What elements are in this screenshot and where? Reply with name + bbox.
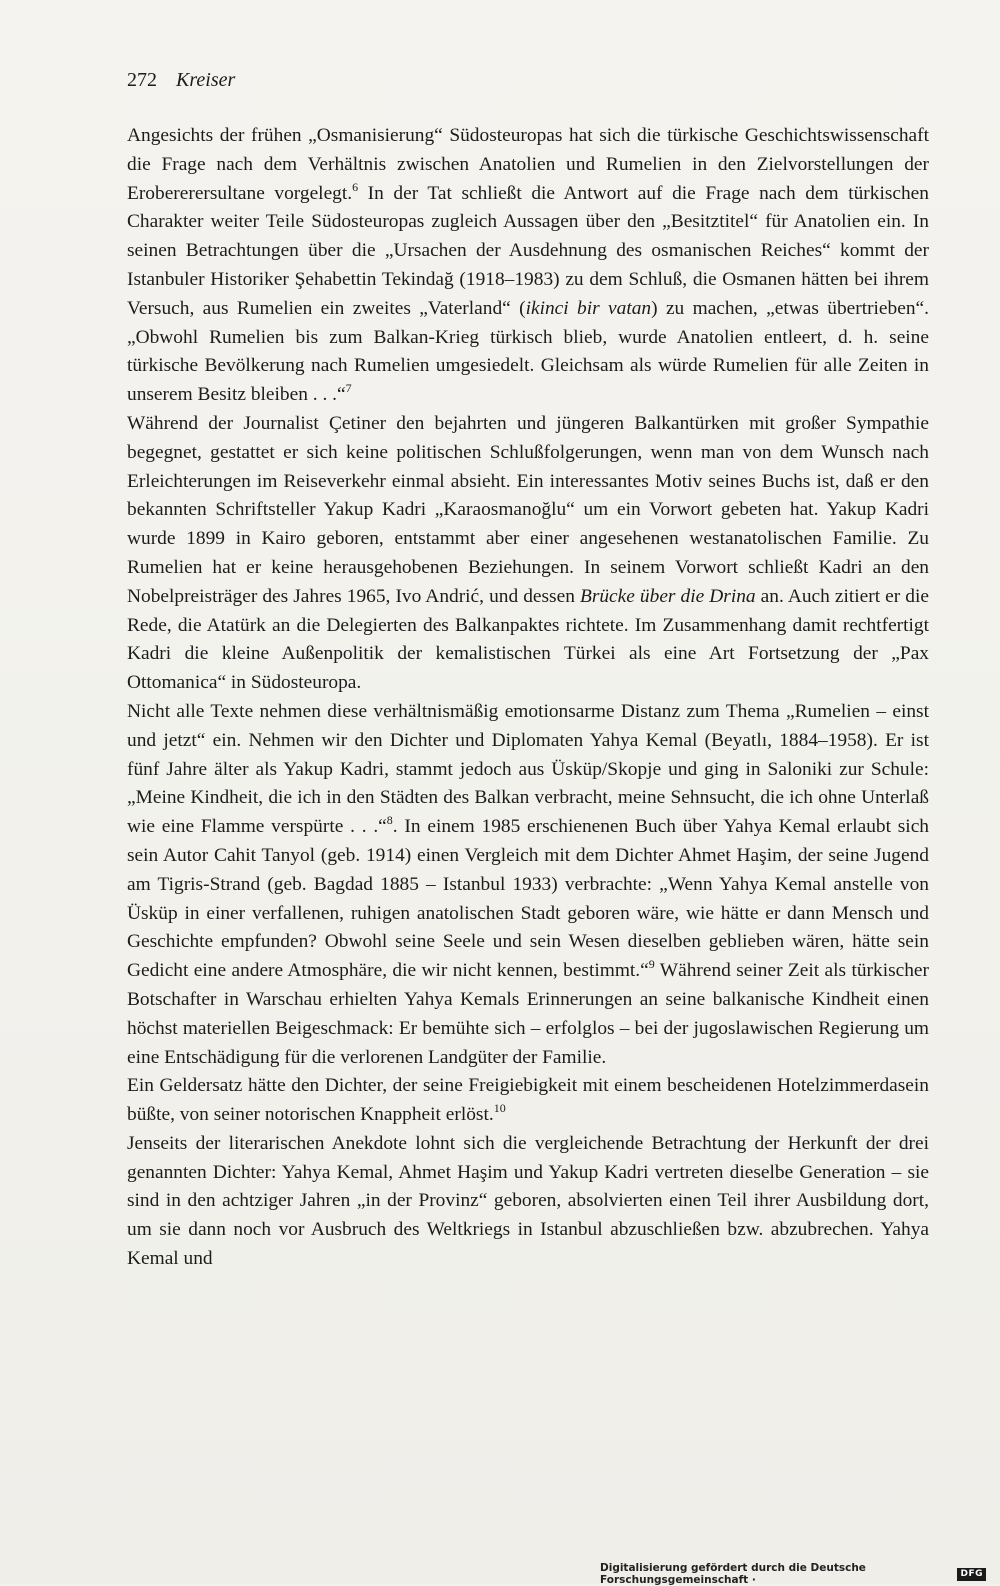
text-run: Während der Journalist Çetiner den bejahrten und jüngeren Balkantürken mit großer Sympathie begegnet, gestattet er sich keine politischen Schlußfolgerungen, wenn man von dem Wunsch nach Erleichterungen im Reiseverkehr einmal absieht. Ein interessantes Motiv seines Buchs ist, daß er den bekannten Schriftsteller Yakup Kadri „Karaosmanoğlu“ um ein Vorwort gebeten hat. Yakup Kadri wurde 1899 in Kairo geboren, entstammt aber einer angesehenen westanatolischen Familie. Zu Rumelien hat er keine herausgehobenen Beziehungen. In seinem Vorwort schließt Kadri an den Nobelpreisträger des Jahres 1965, Ivo Andrić, und dessen: [127, 412, 929, 607]
running-head-author: Kreiser: [176, 69, 236, 91]
digitization-footer: [600, 1564, 1000, 1584]
footnote-ref-8: 8: [386, 813, 393, 828]
text-run: . In einem 1985 erschienenen Buch über Yahya Kemal erlaubt sich sein Autor Cahit Tanyol (geb. 1914) einen Vergleich mit dem Dichter Ahmet Haşim, der seine Jugend am Tigris-Strand (geb. Bagdad 1885 – Istanbul 1933) verbrachte: „Wenn Yahya Kemal anstelle von Üsküp in einer verfallenen, ruhigen anatolischen Stadt geboren wäre, wie hätte er dann Mensch und Geschichte empfunden? Obwohl seine Seele und sein Wesen dieselben geblieben wären, hätte sein Gedicht eine andere Atmosphäre, die wir nicht kennen, bestimmt.“: [127, 816, 929, 982]
footnote-ref-10: 10: [493, 1101, 506, 1116]
dfg-logo-icon: DFG: [957, 1568, 986, 1581]
funding-note: Digitalisierung gefördert durch die Deutsche Forschungsgemeinschaft ·: [600, 1562, 866, 1586]
page-number: 272: [127, 69, 157, 91]
footnote-ref-9: 9: [648, 957, 655, 972]
paragraph-1: [127, 122, 929, 410]
footnote-ref-7: 7: [345, 381, 352, 396]
paragraph-3: [127, 698, 929, 1072]
text-run: In der Tat schließt die Antwort auf die Frage nach dem türkischen Charakter weiter Teile Südosteuropas zugleich Aussagen über den „Besitztitel“ für Anatolien ein. In seinen Betrachtungen über die „Ursachen der Ausdehnung des osmanischen Reiches“ kommt der Istanbuler Historiker Şehabettin Tekindağ (1918–1983) zu dem Schluß, die Osmanen hätten bei ihrem Versuch, aus Rumelien ein zweites „Vaterland“ (: [127, 182, 929, 319]
text-run: ) zu machen, „etwas übertrieben“. „Obwohl Rumelien bis zum Balkan-Krieg türkisch blieb, wurde Anatolien entleert, d. h. seine türkische Bevölkerung nach Rumelien umgesiedelt. Gleichsam als würde Rumelien für alle Zeiten in unserem Besitz bleiben . . .“: [127, 297, 929, 406]
body-text: [127, 122, 929, 1274]
running-header: [127, 68, 235, 92]
text-run: Jenseits der literarischen Anekdote lohnt sich die vergleichende Betrachtung der Herkunft der drei genannten Dichter: Yahya Kemal, Ahmet Haşim und Yakup Kadri vertreten dieselbe Generation – sie sind in den achtziger Jahren „in der Provinz“ geboren, absolvierten einen Teil ihrer Ausbildung dort, um sie dann noch vor Ausbruch des Weltkriegs in Istanbul abzuschließen bzw. abzubrechen. Yahya Kemal und: [127, 1132, 929, 1270]
text-run: Angesichts der frühen „Osmanisierung“ Südosteuropas hat sich die türkische Geschichtswissenschaft die Frage nach dem Verhältnis zwischen Anatolien und Rumelien in den Zielvorstellungen der Erobererersultane vorgelegt.: [127, 125, 929, 204]
italic-book-title: Brücke über die Drina: [579, 585, 756, 607]
italic-term: ikinci bir vatan: [525, 297, 652, 319]
footnote-ref-6: 6: [352, 179, 359, 194]
text-run: Ein Geldersatz hätte den Dichter, der seine Freigiebigkeit mit einem bescheidenen Hotelzimmerdasein büßte, von seiner notorischen Knappheit erlöst.: [127, 1075, 929, 1126]
paragraph-2: [127, 410, 929, 698]
paragraph-4: [127, 1072, 929, 1130]
text-run: an. Auch zitiert er die Rede, die Atatürk an die Delegierten des Balkanpaktes richtete. Im Zusammenhang damit rechtfertigt Kadri die kleine Außenpolitik der kemalistischen Türkei als eine Art Fortsetzung der „Pax Ottomanica“ in Südosteuropa.: [127, 585, 929, 694]
text-run: Nicht alle Texte nehmen diese verhältnismäßig emotionsarme Distanz zum Thema „Rumelien – einst und jetzt“ ein. Nehmen wir den Dichter und Diplomaten Yahya Kemal (Beyatlı, 1884–1958). Er ist fünf Jahre älter als Yakup Kadri, stammt jedoch aus Üsküp/Skopje und ging in Saloniki zur Schule: „Meine Kindheit, die ich in den Städten des Balkan verbracht, meine Sehnsucht, die ich ohne Unterlaß wie eine Flamme verspürte . . .“: [127, 700, 929, 838]
text-run: Während seiner Zeit als türkischer Botschafter in Warschau erhielten Yahya Kemals Erinnerungen an seine balkanische Kindheit einen höchst materiellen Beigeschmack: Er bemühte sich – erfolglos – bei der jugoslawischen Regierung um eine Entschädigung für die verlorenen Landgüter der Familie.: [127, 960, 929, 1068]
paragraph-5: [127, 1130, 929, 1274]
